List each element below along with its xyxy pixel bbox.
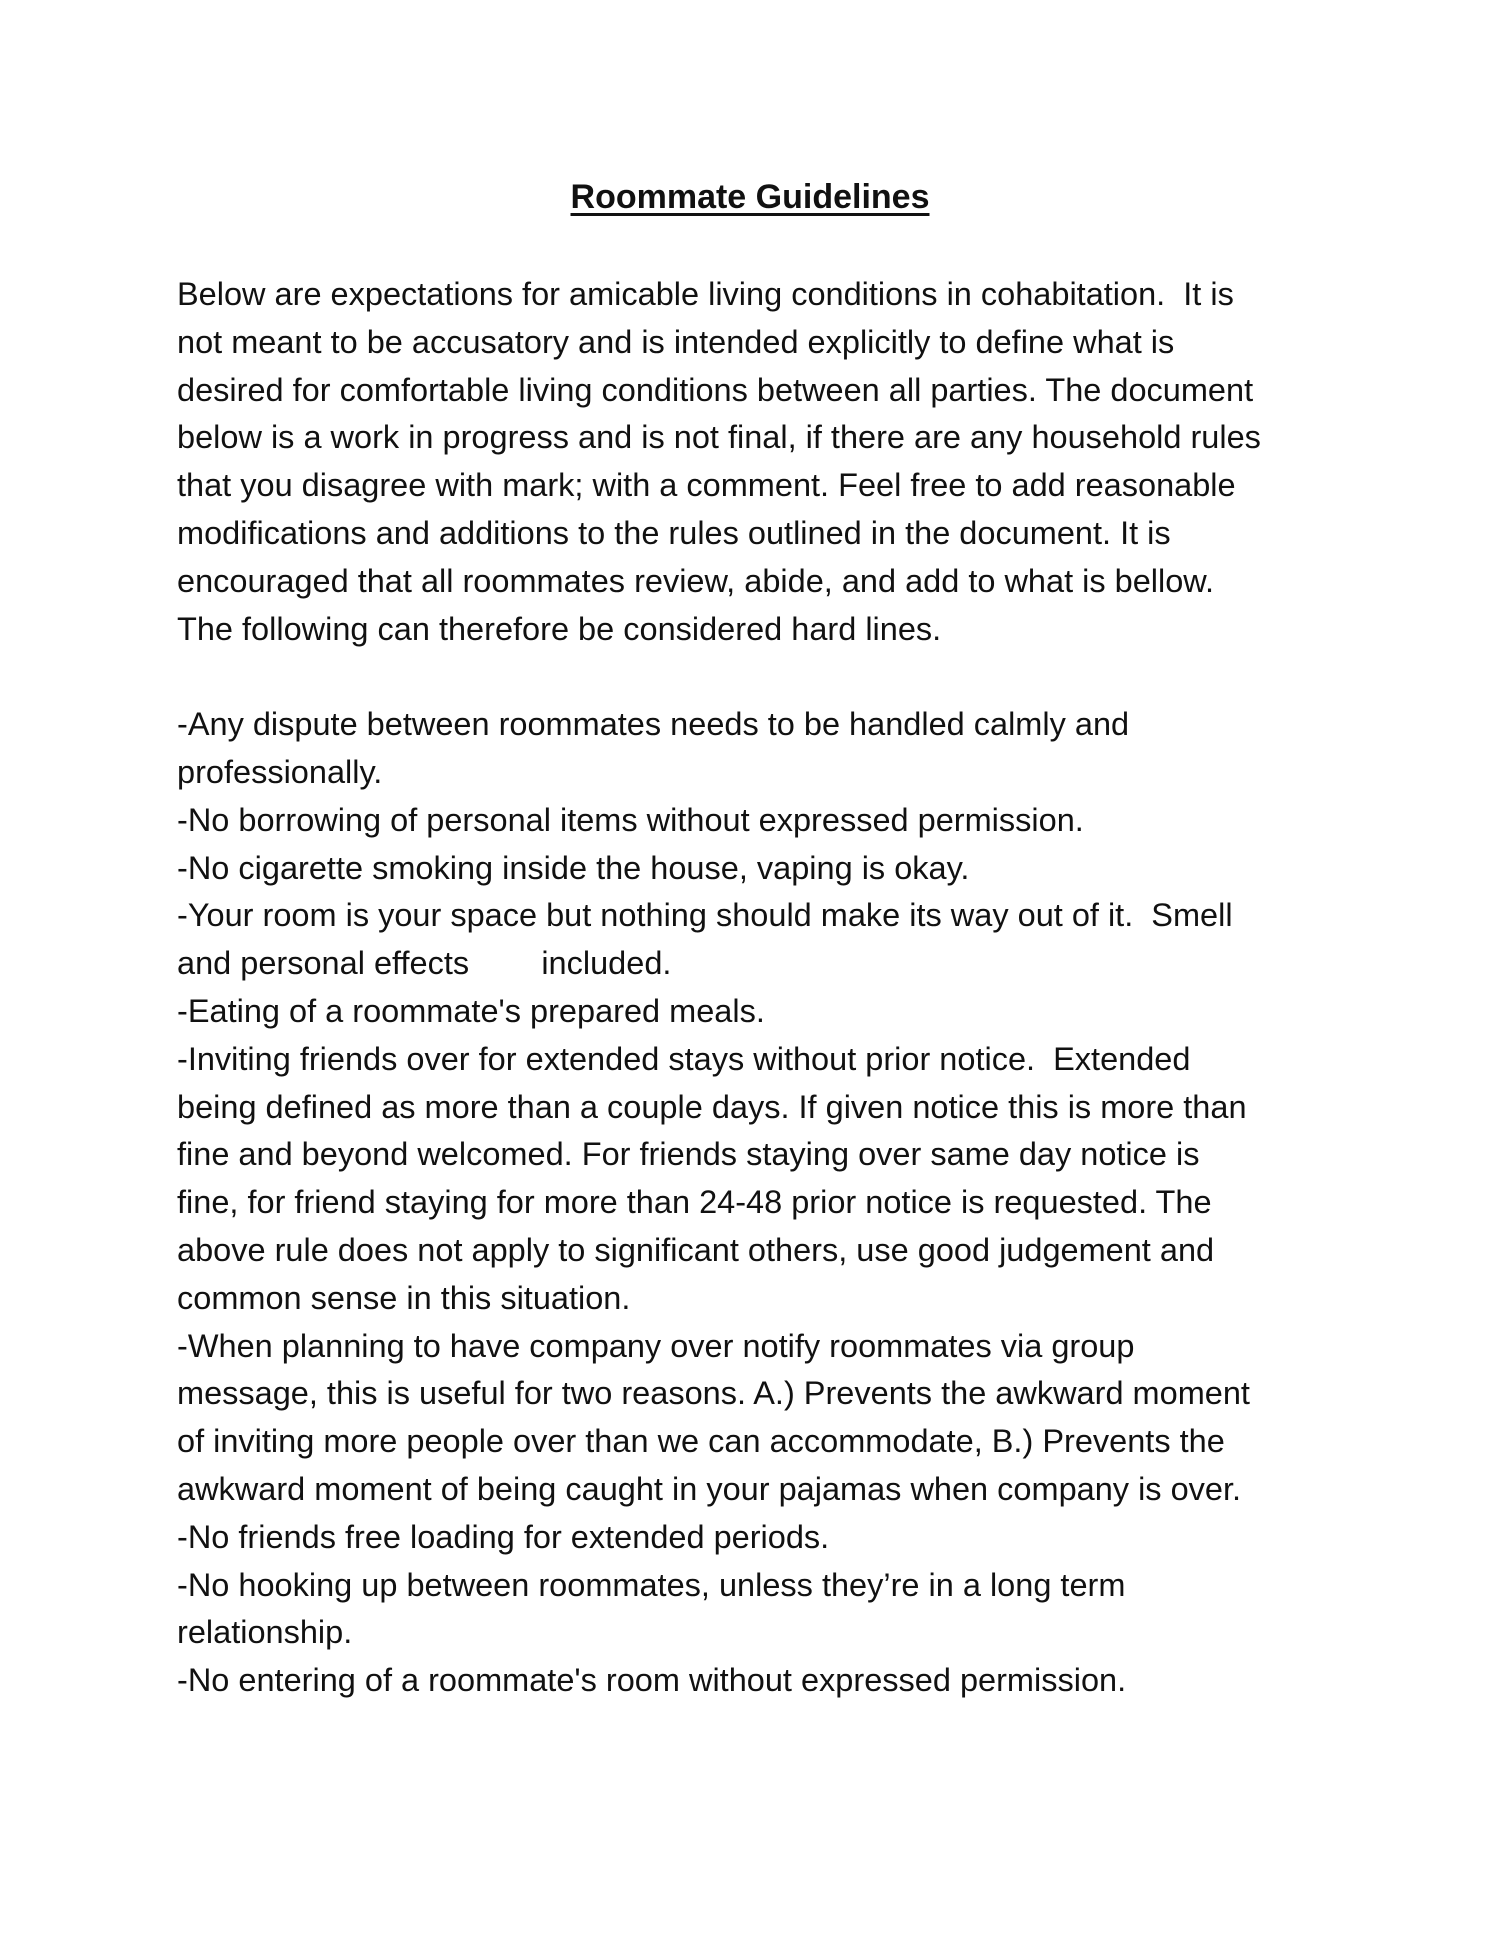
intro-paragraph — [177, 271, 1357, 653]
rule-line: common sense in this situation. — [177, 1279, 631, 1316]
rule-line: fine and beyond welcomed. For friends staying over same day notice is — [177, 1136, 1200, 1173]
intro-line: encouraged that all roommates review, abide, and add to what is bellow. — [177, 562, 1215, 599]
rules-list — [177, 701, 1357, 1705]
rule-line: above rule does not apply to significant others, use good judgement and — [177, 1231, 1215, 1268]
rule-line: fine, for friend staying for more than 24-48 prior notice is requested. The — [177, 1184, 1212, 1221]
rule-line: -Eating of a roommate's prepared meals. — [177, 992, 765, 1029]
intro-line: desired for comfortable living conditions between all parties. The document — [177, 371, 1254, 408]
intro-line: that you disagree with mark; with a comment. Feel free to add reasonable — [177, 467, 1236, 504]
rule-line: -No entering of a roommate's room without expressed permission. — [177, 1662, 1127, 1699]
intro-line: Below are expectations for amicable living conditions in cohabitation. It is — [177, 276, 1234, 312]
rule-line: -No friends free loading for extended periods. — [177, 1518, 830, 1555]
document-title: Roommate Guidelines — [570, 178, 930, 216]
rule-line: -When planning to have company over notify roommates via group — [177, 1327, 1135, 1364]
rule-line: relationship. — [177, 1614, 353, 1651]
rule-line: and personal effects included. — [177, 945, 672, 982]
document-body — [177, 271, 1357, 1705]
rule-line: -No hooking up between roommates, unless they’re in a long term — [177, 1566, 1126, 1603]
rule-line: professionally. — [177, 753, 383, 790]
paragraph-break — [177, 653, 1357, 701]
rule-line: -Your room is your space but nothing should make its way out of it. Smell — [177, 897, 1233, 934]
intro-line: not meant to be accusatory and is intended explicitly to define what is — [177, 323, 1175, 360]
rule-line: of inviting more people over than we can accommodate, B.) Prevents the — [177, 1423, 1225, 1460]
rule-line: -Any dispute between roommates needs to be handled calmly and — [177, 706, 1130, 743]
intro-line: below is a work in progress and is not final, if there are any household rules — [177, 419, 1261, 456]
rule-line: -No cigarette smoking inside the house, vaping is okay. — [177, 849, 970, 886]
rule-line: -Inviting friends over for extended stays without prior notice. Extended — [177, 1040, 1191, 1077]
rule-line: awkward moment of being caught in your pajamas when company is over. — [177, 1470, 1242, 1507]
intro-line: modifications and additions to the rules outlined in the document. It is — [177, 514, 1171, 551]
rule-line: -No borrowing of personal items without expressed permission. — [177, 801, 1084, 838]
rule-line: message, this is useful for two reasons. A.) Prevents the awkward moment — [177, 1375, 1250, 1412]
rule-line: being defined as more than a couple days. If given notice this is more than — [177, 1088, 1247, 1125]
intro-line: The following can therefore be considered hard lines. — [177, 610, 942, 647]
